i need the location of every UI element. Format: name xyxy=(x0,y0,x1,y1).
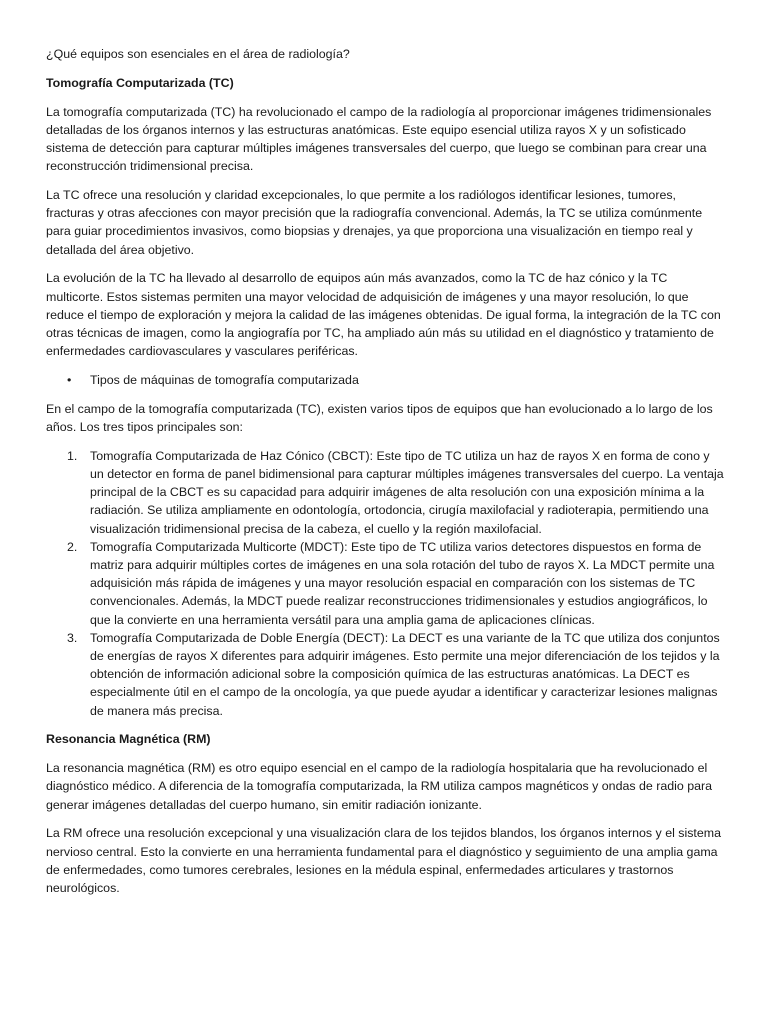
list-item xyxy=(46,629,724,720)
types-intro: En el campo de la tomografía computarizada (TC), existen varios tipos de equipos que han evolucionado a lo largo de los años. Los tres tipos principales son: xyxy=(46,401,713,435)
intro-question: ¿Qué equipos son esenciales en el área de radiología? xyxy=(46,47,350,61)
bullet-text: Tipos de máquinas de tomografía computarizada xyxy=(90,373,359,388)
list-number: 1. xyxy=(67,448,78,463)
list-item xyxy=(46,447,724,538)
bullet-item xyxy=(46,371,724,389)
bullet-list xyxy=(46,371,724,389)
rm-paragraph: La RM ofrece una resolución excepcional y una visualización clara de los tejidos blandos, los órganos internos y el sistema nervioso central. Esto la convierte en una herramienta fundamental para el diagnóstico y seguimiento de una amplia gama de enfermedades, como tumores cerebrales, lesiones en la médula espinal, enfermedades articulares y trastornos neurológicos. xyxy=(46,826,721,896)
section-heading-tc: Tomografía Computarizada (TC) xyxy=(46,75,234,90)
tc-paragraph: La TC ofrece una resolución y claridad excepcionales, lo que permite a los radiólogos identificar lesiones, tumores, fracturas y otras afecciones con mayor precisión que la radiografía convencional. Además, la TC se utiliza comúnmente para guiar procedimientos invasivos, como biopsias y drenajes, ya que proporciona una visualización en tiempo real y detallada del área objetivo. xyxy=(46,188,703,257)
list-number: 2. xyxy=(67,539,78,554)
tc-paragraph: La tomografía computarizada (TC) ha revolucionado el campo de la radiología al proporcionar imágenes tridimensionales detalladas de los órganos internos y las estructuras anatómicas. Este equipo esencial utiliza rayos X y un sofisticado sistema de detección para capturar múltiples imágenes transversales del cuerpo, que luego se combinan para crear una reconstrucción tridimensional precisa. xyxy=(46,104,712,174)
tc-paragraph: La evolución de la TC ha llevado al desarrollo de equipos aún más avanzados, como la TC de haz cónico y la TC multicorte. Estos sistemas permiten una mayor velocidad de adquisición de imágenes y una mayor resolución, lo que reduce el tiempo de exploración y mejora la calidad de las imágenes obtenidas. De igual forma, la integración de la TC con otras técnicas de imagen, como la angiografía por TC, ha ampliado aún más su utilidad en el diagnóstico y tratamiento de enfermedades cardiovasculares y vasculares periféricas. xyxy=(46,271,721,359)
list-item-text: Tomografía Computarizada Multicorte (MDCT): Este tipo de TC utiliza varios detectores dispuestos en forma de matriz para adquirir múltiples cortes de imágenes en una sola rotación del tubo de rayos X. La MDCT permite una adquisición más rápida de imágenes y una mayor resolución espacial en comparación con los sistemas de TC convencionales. Además, la MDCT puede realizar reconstrucciones tridimensionales y estudios angiográficos, lo que la convierte en una herramienta versátil para una amplia gama de aplicaciones clínicas. xyxy=(90,539,715,627)
list-item-text: Tomografía Computarizada de Doble Energía (DECT): La DECT es una variante de la TC que utiliza dos conjuntos de energías de rayos X diferentes para adquirir imágenes. Esto permite una mejor diferenciación de los tejidos y la obtención de información adicional sobre la composición química de las estructuras anatómicas. La DECT es especialmente útil en el campo de la oncología, ya que puede ayudar a identificar y caracterizar lesiones malignas de manera más precisa. xyxy=(90,630,720,718)
rm-paragraph: La resonancia magnética (RM) es otro equipo esencial en el campo de la radiología hospitalaria que ha revolucionado el diagnóstico médico. A diferencia de la tomografía computarizada, la RM utiliza campos magnéticos y ondas de radio para generar imágenes detalladas del cuerpo humano, sin emitir radiación ionizante. xyxy=(46,761,713,812)
ct-types-list xyxy=(46,447,724,720)
list-item-text: Tomografía Computarizada de Haz Cónico (CBCT): Este tipo de TC utiliza un haz de rayos X en forma de cono y un detector en forma de panel bidimensional para capturar múltiples imágenes transversales del cuerpo. La ventaja principal de la CBCT es su capacidad para adquirir imágenes de alta resolución con una exposición mínima a la radiación. Se utiliza ampliamente en odontología, ortodoncia, cirugía maxilofacial y radioterapia, permitiendo una visualización tridimensional precisa de la cabeza, el cuello y la región maxilofacial. xyxy=(90,448,724,536)
list-number: 3. xyxy=(67,630,78,645)
section-heading-rm: Resonancia Magnética (RM) xyxy=(46,732,211,747)
list-item xyxy=(46,538,724,629)
bullet-icon: • xyxy=(67,373,72,388)
